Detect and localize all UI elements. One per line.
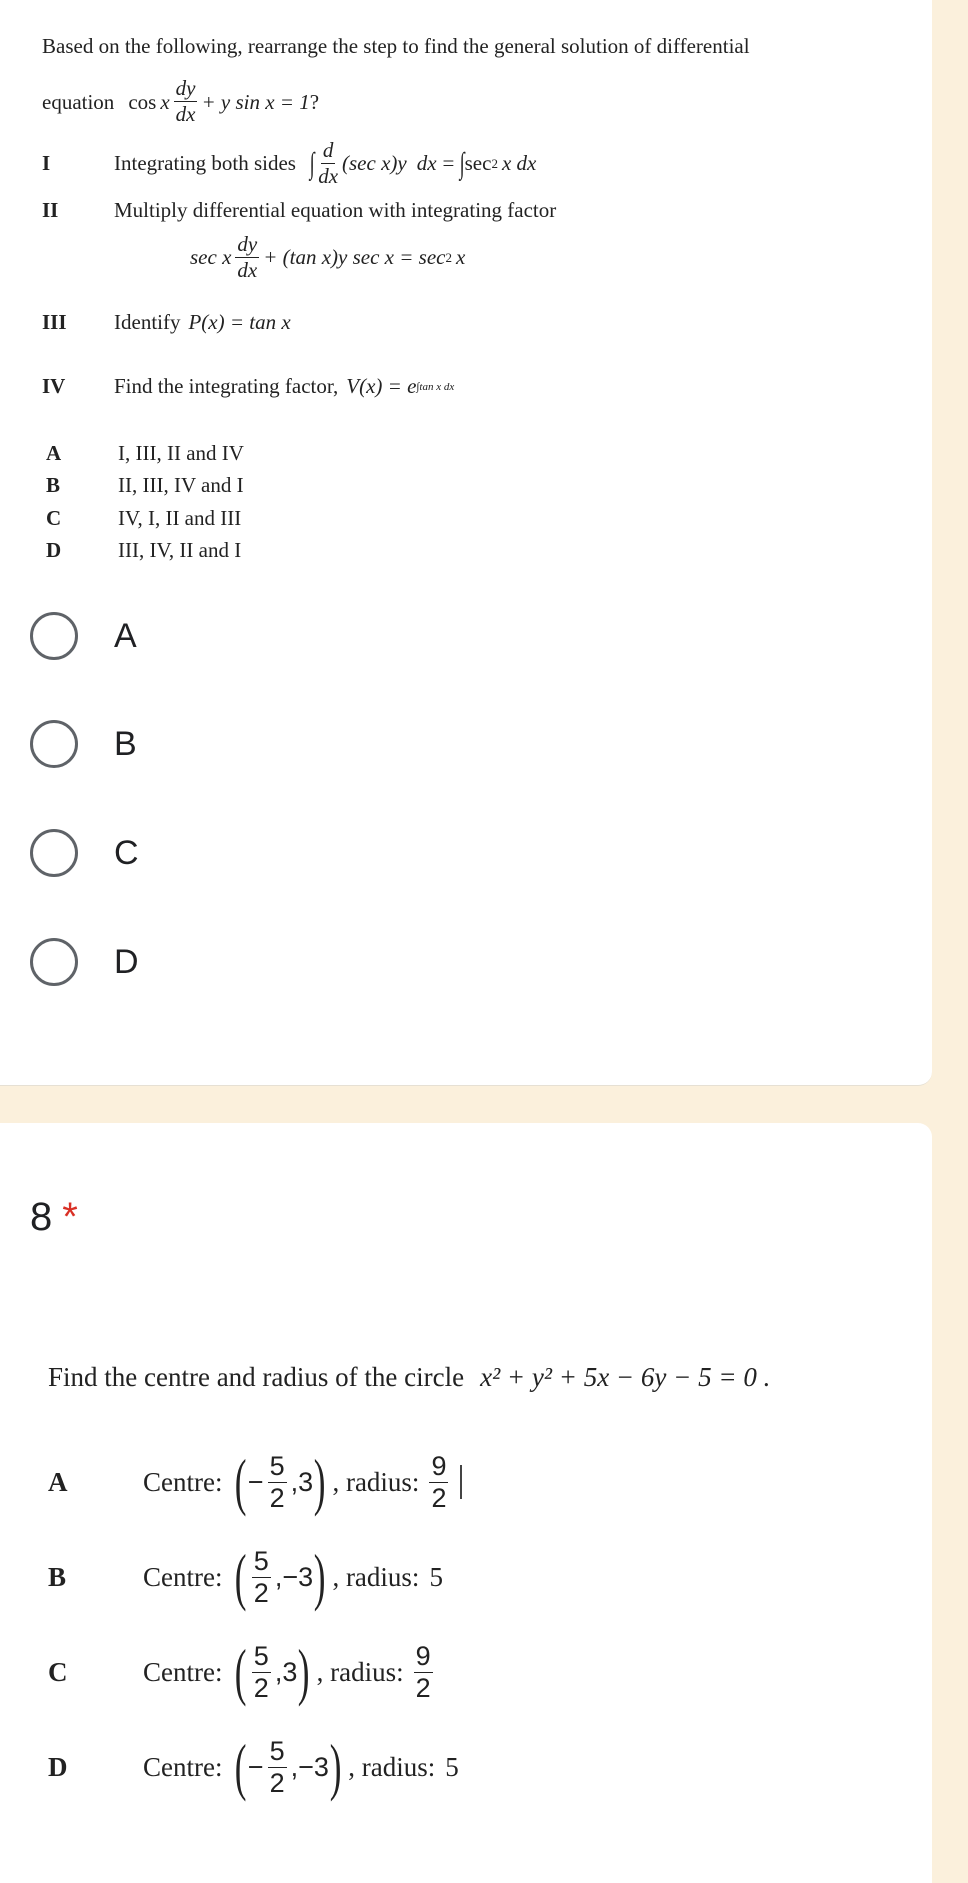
step-iv-equation: V(x) = e xyxy=(346,374,417,398)
choice-d[interactable] xyxy=(30,938,139,986)
radio-a[interactable] xyxy=(30,612,78,660)
radio-b[interactable] xyxy=(30,720,78,768)
q8-option-c: C Centre: ( $\frac{5}{2}$ ,3 ) , radius: $\frac{9}{2}$ xyxy=(48,1636,431,1707)
step-iii: III Identify P(x) = tan x xyxy=(42,310,291,334)
option-text-b: B II, III, IV and I xyxy=(46,473,244,497)
step-iii-equation: P(x) = tan x xyxy=(188,310,291,334)
q8-option-d: D Centre: ( − $\frac{5}{2}$ ,−3 ) , radius: 5 xyxy=(48,1731,459,1802)
eq-question-mark: ? xyxy=(309,89,320,114)
question-8-text: Find the centre and radius of the circle x² + y² + 5x − 6y − 5 = 0 . xyxy=(48,1362,771,1392)
choice-a[interactable] xyxy=(30,612,137,660)
question-7-line1: Based on the following, rearrange the step to find the general solution of differential xyxy=(42,34,750,58)
question-7-text xyxy=(42,30,902,125)
eq-rest: + y sin x = 1 xyxy=(201,89,310,114)
option-text-a: A I, III, II and IV xyxy=(46,441,244,465)
step-ii: II Multiply differential equation with integrating factor xyxy=(42,198,557,222)
question-8-number: 8 * xyxy=(30,1195,78,1239)
question-7-line2 xyxy=(42,78,902,125)
circle-equation: x² + y² + 5x − 6y − 5 = 0 . xyxy=(480,1362,771,1392)
step-i-equation: ∫ $\frac{d}{dx}$ (sec x)y dx = ∫ sec 2 x dx xyxy=(309,138,537,188)
q8-option-b: B Centre: ( $\frac{5}{2}$ ,−3 ) , radius: 5 xyxy=(48,1541,443,1612)
choice-b[interactable] xyxy=(30,720,137,768)
required-asterisk: * xyxy=(62,1195,78,1239)
eq-x: x xyxy=(160,89,170,114)
choice-c-label[interactable]: C xyxy=(114,833,139,872)
text-cursor xyxy=(460,1465,462,1499)
choice-c[interactable] xyxy=(30,829,139,877)
choice-a-label[interactable]: A xyxy=(114,616,137,655)
eq-cos: cos xyxy=(128,89,157,114)
question-7-prefix: equation xyxy=(42,89,115,114)
radio-d[interactable] xyxy=(30,938,78,986)
step-i: I Integrating both sides ∫ $\frac{d}{dx}$ (sec x)y dx = ∫ sec 2 x dx xyxy=(42,138,537,188)
choice-b-label[interactable]: B xyxy=(114,724,137,763)
option-text-c: C IV, I, II and III xyxy=(46,506,242,530)
step-ii-equation: sec x $\frac{dy}{dx}$ + (tan x)y sec x = sec 2 x xyxy=(190,232,466,282)
q8-option-a: A Centre: ( − $\frac{5}{2}$ ,3 ) , radius: $\frac{9}{2}$ xyxy=(48,1450,462,1514)
choice-d-label[interactable]: D xyxy=(114,942,139,981)
option-text-d: D III, IV, II and I xyxy=(46,538,242,562)
radio-c[interactable] xyxy=(30,829,78,877)
step-iv: IV Find the integrating factor, V(x) = e ∫tan x dx xyxy=(42,374,455,398)
eq-fraction-dy-dx: $\frac{dy}{dx}$ xyxy=(175,76,196,126)
